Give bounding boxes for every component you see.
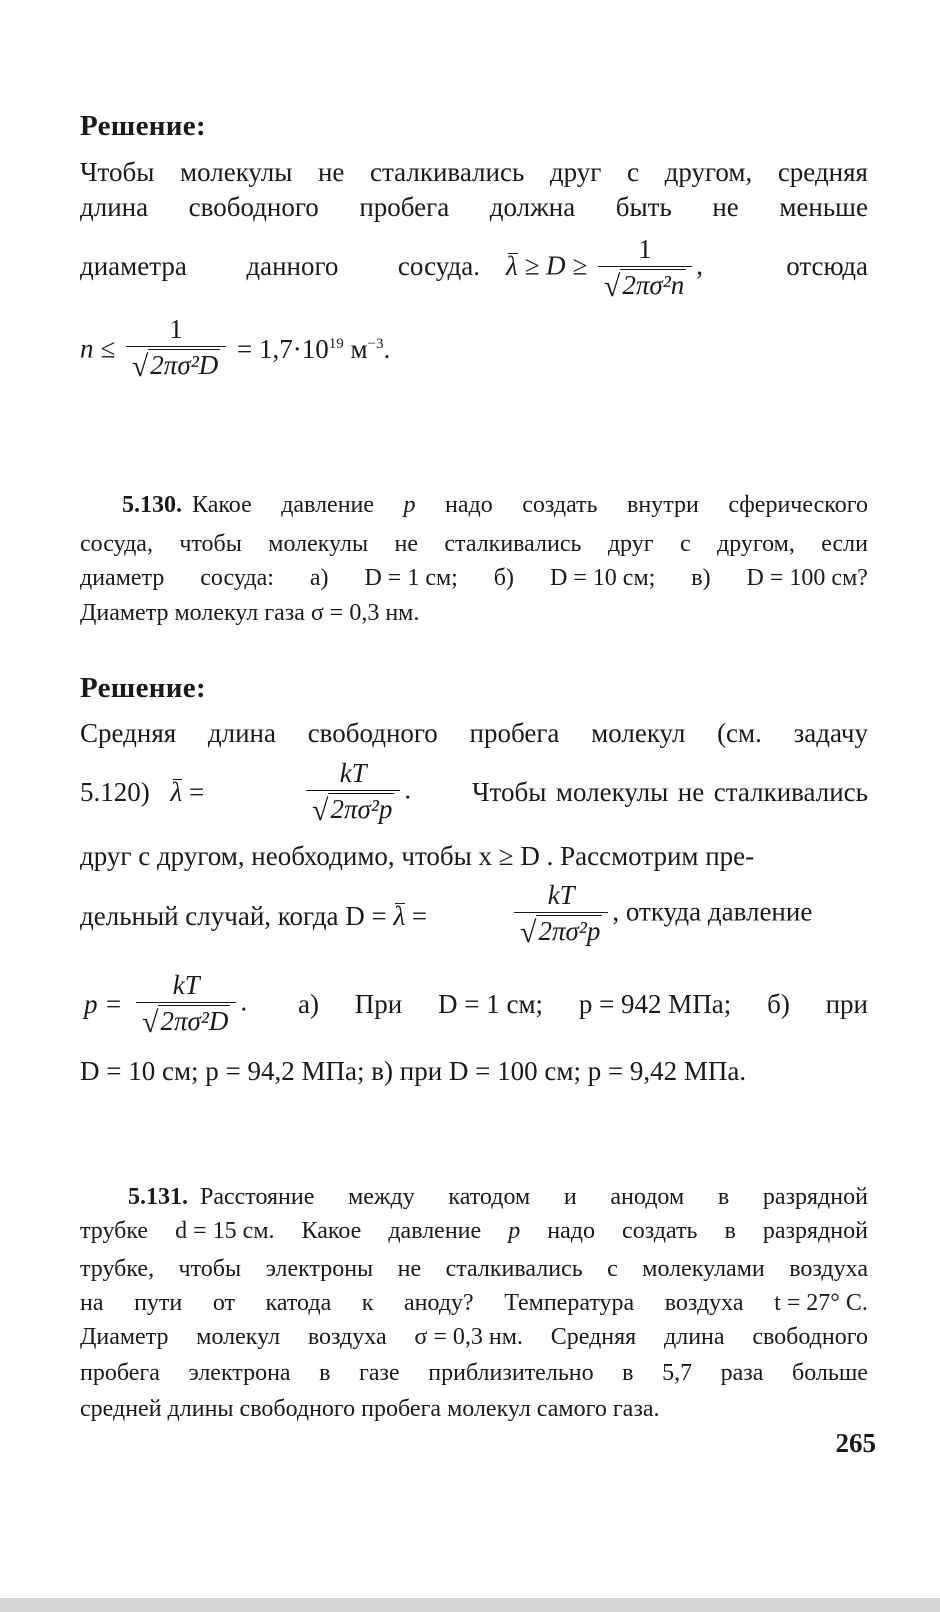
word: сосуда, xyxy=(80,531,153,557)
word: длина xyxy=(207,718,276,748)
word: б) xyxy=(493,565,514,591)
word: диаметра xyxy=(80,251,187,281)
word: Чтобы xyxy=(472,777,547,807)
fraction-2: $\frac{1}{\text{√2πσ²D}}$ xyxy=(126,312,226,385)
word: сферического xyxy=(728,492,868,518)
word: трубке xyxy=(80,1218,149,1244)
problem-131-line-4 xyxy=(80,1288,868,1318)
inequality-1: λ ≥ D ≥ $\frac{1}{\text{√2πσ²n}}$ , xyxy=(506,234,703,303)
word: средняя xyxy=(777,157,868,187)
word: сосуда. xyxy=(397,251,480,281)
solution-2-line-1 xyxy=(80,717,868,749)
problem-130-line-4: Диаметр молекул газа σ = 0,3 нм. xyxy=(80,600,420,626)
word: (см. xyxy=(717,718,762,748)
word: чтобы xyxy=(179,531,242,557)
word: внутри xyxy=(627,492,699,518)
word: давление xyxy=(281,492,375,518)
word: воздуха xyxy=(307,1324,387,1350)
word: Чтобы xyxy=(80,157,155,187)
word: и xyxy=(563,1184,577,1210)
word: Какое xyxy=(192,492,252,518)
word: d = 15 см. xyxy=(175,1218,275,1244)
word: б) xyxy=(767,989,790,1019)
word: надо xyxy=(547,1218,595,1244)
word: молекулы xyxy=(268,531,369,557)
solution-2-line-3: друг с другом, необходимо, чтобы x ≥ D . Рассмотрим пре- xyxy=(80,841,755,871)
solution-heading-2: Решение: xyxy=(80,672,206,704)
word: задачу xyxy=(793,718,868,748)
word: p xyxy=(508,1218,521,1244)
word: D = 1 см; xyxy=(438,989,544,1019)
word: между xyxy=(348,1184,415,1210)
word: Диаметр xyxy=(80,1324,169,1350)
word: к xyxy=(361,1290,374,1316)
word: Средняя xyxy=(80,718,177,748)
word: сталкивались xyxy=(444,531,582,557)
word: чтобы xyxy=(178,1256,242,1282)
word: друг xyxy=(549,157,602,187)
word: сталкивались xyxy=(713,777,868,807)
word: длина xyxy=(80,192,149,222)
solution-heading-1: Решение: xyxy=(80,110,206,142)
word: трубке, xyxy=(80,1256,155,1282)
fraction-3: $\frac{kT}{\text{√2πσ²p}}$ xyxy=(306,756,400,829)
word: сталкивались xyxy=(445,1256,583,1282)
word: в xyxy=(319,1360,331,1386)
problem-130-number: 5.130. xyxy=(122,492,182,518)
problem-131-number: 5.131. xyxy=(128,1184,188,1210)
word: в xyxy=(717,1184,730,1210)
word: газе xyxy=(359,1360,400,1386)
word: Расстояние xyxy=(200,1184,315,1210)
problem-130-line-2 xyxy=(80,529,868,559)
word: друг xyxy=(607,531,654,557)
word: длина xyxy=(664,1324,725,1350)
solution-1-line-3 xyxy=(80,232,868,308)
word: в xyxy=(622,1360,634,1386)
word: электрона xyxy=(188,1360,291,1386)
word: разрядной xyxy=(762,1184,868,1210)
page-number: 265 xyxy=(835,1428,876,1458)
word: воздуха xyxy=(664,1290,744,1316)
word: при xyxy=(825,989,868,1019)
word: надо xyxy=(445,492,493,518)
solution-2-line-2: 5.120) λ = $\frac{kT}{\text{√2πσ²p}}$ . Чтобы молекулы не сталкивались xyxy=(80,758,868,827)
word: в xyxy=(724,1218,736,1244)
word: молекулами xyxy=(642,1256,765,1282)
problem-131-line-1 xyxy=(128,1182,868,1212)
word: воздуха xyxy=(789,1256,868,1282)
word: создать xyxy=(622,1218,698,1244)
equation-n: n ≤ $\frac{1}{\text{√2πσ²D}}$ = $1,7\cdot 10^{19}$ $м^{-3}$. xyxy=(80,314,391,383)
word: с xyxy=(626,157,639,187)
word: Какое xyxy=(301,1218,362,1244)
lambda-bar: λ xyxy=(506,250,518,281)
word: молекулы xyxy=(555,777,669,807)
word: молекулы xyxy=(180,157,293,187)
fraction-5: $\frac{kT}{\text{√2πσ²D}}$ xyxy=(136,968,236,1041)
scan-edge xyxy=(0,1598,940,1612)
word: D = 100 см? xyxy=(746,565,868,591)
word: молекул xyxy=(196,1324,281,1350)
word: 5,7 xyxy=(662,1360,693,1386)
word: а) xyxy=(309,565,329,591)
word: с xyxy=(679,531,691,557)
solution-2-line-5: p = $\frac{kT}{\text{√2πσ²D}}$ . а) При D = 1 см; p = 942 МПа; б) при xyxy=(84,970,868,1039)
word: не xyxy=(317,157,345,187)
word: другом, xyxy=(717,531,795,557)
word: а) xyxy=(298,989,319,1019)
word: не xyxy=(394,531,419,557)
word: анодом xyxy=(610,1184,685,1210)
word: с xyxy=(607,1256,618,1282)
word: D = 10 см; xyxy=(549,565,656,591)
word: t = 27° C. xyxy=(774,1290,868,1316)
problem-131-line-3 xyxy=(80,1254,868,1284)
word: данного xyxy=(246,251,339,281)
word: пробега xyxy=(469,718,560,748)
word: пути xyxy=(134,1290,183,1316)
solution-2-line-6: D = 10 см; p = 94,2 МПа; в) при D = 100 см; p = 9,42 МПа. xyxy=(80,1056,747,1086)
word: если xyxy=(821,531,868,557)
problem-130-line-1 xyxy=(122,490,868,520)
word: разрядной xyxy=(762,1218,868,1244)
word: свободного xyxy=(307,718,438,748)
solution-1-line-2 xyxy=(80,191,868,223)
solution-2-line-4: дельный случай, когда D = λ = $\frac{kT}{\text{√2πσ²p}}$ , откуда давление xyxy=(80,880,813,949)
problem-131-line-7: средней длины свободного пробега молекул самого газа. xyxy=(80,1396,660,1422)
word: пробега xyxy=(80,1360,160,1386)
word: меньше xyxy=(779,192,868,222)
word: должна xyxy=(489,192,576,222)
problem-131-line-6 xyxy=(80,1358,868,1388)
word: приблизительно xyxy=(428,1360,594,1386)
fraction-1: $\frac{1}{\text{√2πσ²n}}$ xyxy=(598,232,692,305)
word: p xyxy=(403,492,416,518)
problem-131-line-2 xyxy=(80,1216,868,1246)
word: не xyxy=(712,192,739,222)
word: сосуда: xyxy=(200,565,274,591)
word: от xyxy=(212,1290,235,1316)
word: больше xyxy=(792,1360,868,1386)
word: аноду? xyxy=(404,1290,474,1316)
word: катодом xyxy=(448,1184,531,1210)
word: диаметр xyxy=(80,565,165,591)
word: катода xyxy=(265,1290,332,1316)
word: в) xyxy=(691,565,711,591)
problem-130-line-3 xyxy=(80,563,868,593)
word: пробега xyxy=(359,192,450,222)
word: σ = 0,3 нм. xyxy=(414,1324,523,1350)
word: p = 942 МПа; xyxy=(578,989,732,1019)
word: свободного xyxy=(188,192,319,222)
word: быть xyxy=(615,192,672,222)
line-3-words xyxy=(80,250,480,282)
line-3-tail: отсюда xyxy=(786,251,868,281)
word: не xyxy=(677,777,705,807)
word: создать xyxy=(522,492,598,518)
word: не xyxy=(397,1256,422,1282)
word: давление xyxy=(388,1218,482,1244)
word: свободного xyxy=(752,1324,868,1350)
word: При xyxy=(354,989,403,1019)
word: молекул xyxy=(591,718,686,748)
fraction-4: $\frac{kT}{\text{√2πσ²p}}$ xyxy=(514,878,608,951)
word: на xyxy=(80,1290,104,1316)
word: сталкивались xyxy=(370,157,525,187)
word: другом, xyxy=(664,157,753,187)
problem-131-line-5 xyxy=(80,1322,868,1352)
word: Температура xyxy=(504,1290,635,1316)
word: D = 1 см; xyxy=(364,565,458,591)
word: Средняя xyxy=(550,1324,637,1350)
word: раза xyxy=(720,1360,764,1386)
solution-1-line-1 xyxy=(80,156,868,188)
word: электроны xyxy=(265,1256,374,1282)
